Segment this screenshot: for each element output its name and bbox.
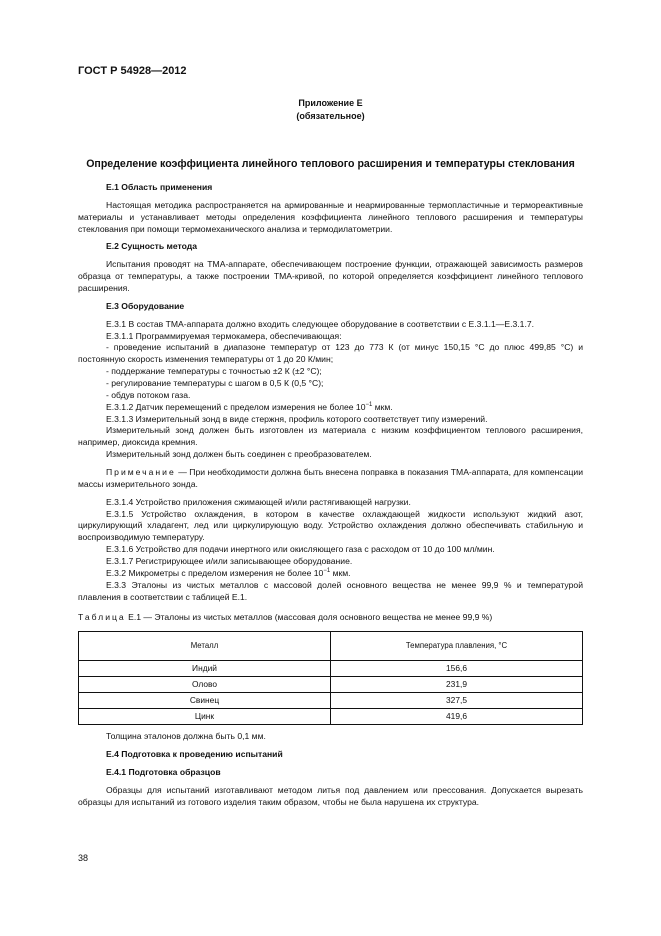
paragraph-probe-connection: Измерительный зонд должен быть соединен с преобразователем. (106, 449, 372, 460)
item-e3-1-3: Е.3.1.3 Измерительный зонд в виде стержня, профиль которого соответствует типу измерений. (106, 413, 488, 424)
table-header-temperature: Температура плавления, °С (331, 632, 583, 661)
heading-e3: Е.3 Оборудование (106, 300, 185, 311)
metals-table (78, 631, 583, 725)
heading-e4-1: Е.4.1 Подготовка образцов (106, 767, 221, 778)
item-temperature-range: - проведение испытаний в диапазоне температур от 123 до 773 К (от минус 150,15 °С до плюс 499,85 °С) и постоянную скорость изменения температуры от 1 до 20 К/мин; (78, 342, 583, 365)
item-e3-1-4: Е.3.1.4 Устройство приложения сжимающей и/или растягивающей нагрузки. (106, 496, 411, 507)
heading-e4: Е.4 Подготовка к проведению испытаний (106, 749, 283, 760)
page-number: 38 (78, 853, 89, 863)
table-caption: Таблица Е.1 — Эталоны из чистых металлов (массовая доля основного вещества не менее 99,9 %) (78, 611, 493, 622)
paragraph-e4-1: Образцы для испытаний изготавливают методом литья под давлением или прессования. Допускается вырезать образцы для испытаний из готового изделия таким образом, чтобы не была нарушена их структура. (78, 784, 583, 807)
metal-cell: Олово (79, 677, 331, 693)
paragraph-probe-material: Измерительный зонд должен быть изготовлен из материала с низким коэффициентом теплового расширения, например, диоксида кремния. (78, 425, 583, 448)
item-e3-1: Е.3.1 В состав ТМА-аппарата должно входить следующее оборудование в соответствии с Е.3.1.1—Е.3.1.7. (106, 318, 534, 329)
paragraph-thickness: Толщина эталонов должна быть 0,1 мм. (106, 731, 266, 742)
appendix-status: (обязательное) (296, 111, 365, 121)
heading-e1: Е.1 Область применения (106, 182, 213, 192)
paragraph-e2: Испытания проводят на ТМА-аппарате, обеспечивающем построение функции, отражающей зависимость размеров образца от температуры, а также построении ТМА-кривой, по которой определяется коэффициент линейного теплового расширения. (78, 259, 583, 294)
temperature-cell: 156,6 (331, 661, 583, 677)
document-body (78, 182, 583, 809)
item-e3-1-7: Е.3.1.7 Регистрирующее и/или записывающее оборудование. (106, 556, 353, 567)
temperature-cell: 231,9 (331, 677, 583, 693)
item-e3-1-1: Е.3.1.1 Программируемая термокамера, обеспечивающая: (106, 330, 342, 341)
temperature-cell: 419,6 (331, 709, 583, 725)
table-row (79, 677, 583, 693)
heading-e2: Е.2 Сущность метода (106, 241, 197, 252)
table-row (79, 661, 583, 677)
item-gas-flow: - обдув потоком газа. (106, 389, 191, 400)
paragraph-e1: Настоящая методика распространяется на армированные и неармированные термопластичные и термореактивные материалы и устанавливает методы определения коэффициента линейного теплового расширения и температуры стеклования при помощи термомеханического анализа и термодилатометрии. (78, 199, 583, 234)
item-e3-1-6: Е.3.1.6 Устройство для подачи инертного или окисляющего газа с расходом от 10 до 100 мл/мин. (106, 544, 495, 555)
table-row (79, 709, 583, 725)
appendix-label: Приложение Е (298, 98, 363, 108)
table-row (79, 693, 583, 709)
item-temperature-accuracy: - поддержание температуры с точностью ±2 К (±2 °С); (106, 366, 322, 377)
section-title: Определение коэффициента линейного теплового расширения и температуры стеклования (86, 158, 575, 170)
temperature-cell: 327,5 (331, 693, 583, 709)
table-header-metal: Металл (79, 632, 331, 661)
item-e3-3: Е.3.3 Эталоны из чистых металлов с массовой долей основного вещества не менее 99,9 % и температурой плавления в соответствии с таблицей Е.1. (78, 579, 583, 602)
item-e3-2: Е.3.2 Микрометры с пределом измерения не более $10^{-1}$ мкм. (106, 567, 351, 578)
metal-cell: Индий (79, 661, 331, 677)
note: Примечание — При необходимости должна быть внесена поправка в показания ТМА-аппарата, для компенсации массы измерительного зонда. (78, 467, 583, 489)
metal-cell: Цинк (79, 709, 331, 725)
item-e3-1-5: Е.3.1.5 Устройство охлаждения, в котором в качестве охлаждающей жидкости используют жидкий азот, циркулирующий хладагент, лед или циркулирующую воду. Устройство охлаждения должно обеспечивать стабильную и воспроизводимую температуру. (78, 508, 583, 543)
metal-cell: Свинец (79, 693, 331, 709)
item-e3-1-2: Е.3.1.2 Датчик перемещений с пределом измерения не более $10^{-1}$ мкм. (106, 401, 393, 412)
item-temperature-step: - регулирование температуры с шагом в 0,5 К (0,5 °С); (106, 378, 324, 389)
standard-header: ГОСТ Р 54928—2012 (78, 65, 187, 77)
